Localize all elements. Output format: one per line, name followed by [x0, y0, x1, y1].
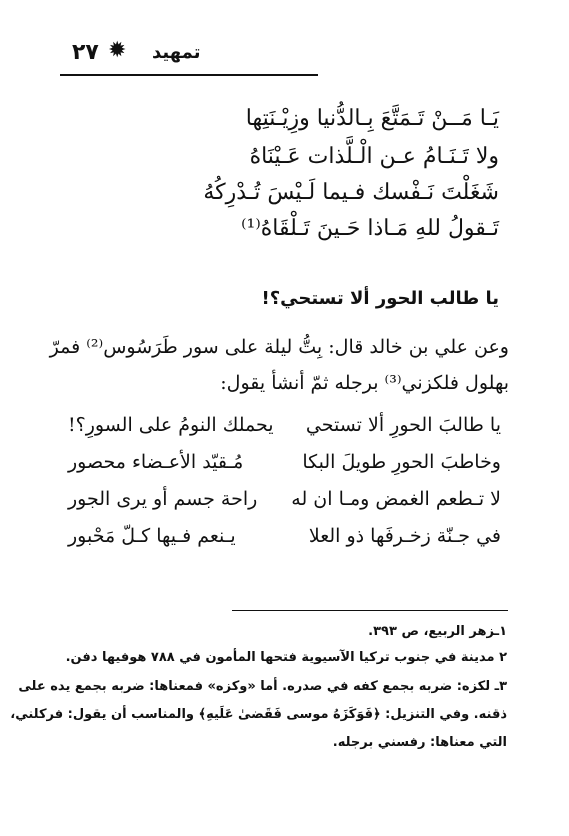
poem-line: يَـا مَــنْ تَـمَتَّعَ بِـالدُّنيا وزِيْـنَتِها	[245, 106, 499, 131]
paragraph-line: وعن علي بن خالد قال: بِتُّ ليلة على سور طَرَسُوس⁽²⁾ فمرّ	[49, 336, 509, 358]
paragraph-line: بهلول فلكزني⁽³⁾ برجله ثمّ أنشأ يقول:	[220, 372, 509, 394]
section-heading: يا طالب الحور ألا تستحي؟!	[261, 288, 499, 309]
header-rule	[60, 74, 318, 76]
poem-line: تَـقولُ للهِ مَـاذا حَـينَ تَـلْقَاهُ⁽¹⁾	[241, 216, 499, 241]
poem-line: شَغَلْتَ نَـفْسك فـيما لَـيْسَ تُـدْرِكُهُ	[203, 180, 499, 205]
verse-first-hemistich: يا طالبَ الحورِ ألا تستحي	[305, 414, 501, 436]
verse-second-hemistich: مُـقيّد الأعـضاء محصور	[68, 451, 244, 473]
footnote-separator	[232, 610, 508, 611]
footnote: ٣ـ لكزه: ضربه بجمع كفه في صدره. أما «وكزه» فمعناها: ضربه بجمع يده على	[18, 679, 507, 694]
running-header	[60, 38, 320, 78]
chapter-title: تمهيد	[152, 42, 201, 63]
footnote: ذقنه. وفي التنزيل: ﴿فَوَكَزَهُ موسى فَقَضىٰ عَلَيهِ﴾ والمناسب أن يقول: فركلني،	[10, 707, 507, 722]
footnote: ١ـزهر الربيع، ص ٣٩٣.	[368, 624, 507, 639]
page-number: ٢٧	[72, 40, 99, 65]
verse-second-hemistich: راحة جسم أو يرى الجور	[68, 488, 258, 510]
star-icon: ✹	[108, 38, 127, 63]
footnote: التي معناها: رفسني برجله.	[332, 735, 507, 750]
poem-line: ولا تَـنَـامُ عـن الْـلَّذات عَـيْنَاهُ	[249, 144, 499, 169]
verse-first-hemistich: لا تـطعم الغمض ومـا ان له	[291, 488, 501, 510]
footnote: ٢ مدينة في جنوب تركيا الآسيوية فتحها المأمون في ٧٨٨ هوفيها دفن.	[65, 650, 507, 665]
verse-second-hemistich: يحملك النومُ على السورِ؟!	[68, 414, 274, 436]
verse-first-hemistich: وخاطبَ الحورِ طويلَ البكا	[302, 451, 501, 473]
verse-first-hemistich: في جـنّة زخـرفَها ذو العلا	[308, 525, 501, 547]
verse-second-hemistich: يـنعم فـيها كـلّ مَحْبور	[68, 525, 236, 547]
